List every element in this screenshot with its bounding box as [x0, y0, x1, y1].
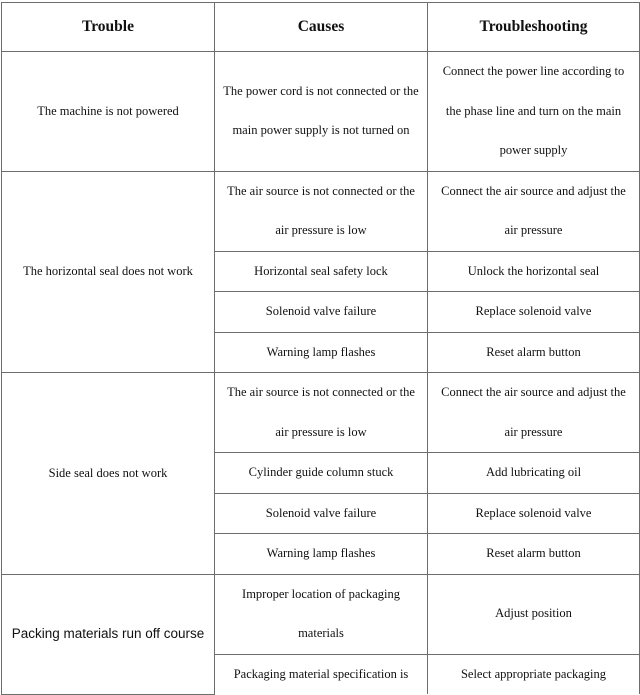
table-row: [2, 574, 640, 654]
fix-cell: Replace solenoid valve: [428, 292, 640, 333]
fix-cell: Reset alarm button: [428, 332, 640, 373]
fix-cell: Unlock the horizontal seal: [428, 251, 640, 292]
cause-cell: Horizontal seal safety lock: [215, 251, 428, 292]
fix-cell: Connect the air source and adjust the air pressure: [428, 171, 640, 251]
fix-cell: Connect the air source and adjust the air pressure: [428, 373, 640, 453]
trouble-cell: Packing materials run off course: [2, 574, 215, 694]
fix-cell: Reset alarm button: [428, 534, 640, 575]
trouble-cell: The horizontal seal does not work: [2, 171, 215, 373]
header-row: [2, 3, 640, 52]
cause-cell: The air source is not connected or the air pressure is low: [215, 373, 428, 453]
table-row: [2, 171, 640, 251]
cause-cell: The power cord is not connected or the main power supply is not turned on: [215, 52, 428, 172]
cause-cell: Packaging material specification is: [215, 654, 428, 694]
table-row: [2, 52, 640, 172]
trouble-cell: The machine is not powered: [2, 52, 215, 172]
cause-cell: The air source is not connected or the air pressure is low: [215, 171, 428, 251]
cause-cell: Cylinder guide column stuck: [215, 453, 428, 494]
trouble-cell: Side seal does not work: [2, 373, 215, 575]
cause-cell: Warning lamp flashes: [215, 332, 428, 373]
troubleshooting-table: [1, 2, 640, 695]
cause-cell: Solenoid valve failure: [215, 493, 428, 534]
cause-cell: Solenoid valve failure: [215, 292, 428, 333]
cause-cell: Warning lamp flashes: [215, 534, 428, 575]
cause-cell: Improper location of packaging materials: [215, 574, 428, 654]
fix-cell: Connect the power line according to the phase line and turn on the main power supply: [428, 52, 640, 172]
header-troubleshooting: Troubleshooting: [428, 3, 640, 52]
fix-cell: Add lubricating oil: [428, 453, 640, 494]
fix-cell: Select appropriate packaging: [428, 654, 640, 694]
table-row: [2, 373, 640, 453]
fix-cell: Adjust position: [428, 574, 640, 654]
header-causes: Causes: [215, 3, 428, 52]
fix-cell: Replace solenoid valve: [428, 493, 640, 534]
header-trouble: Trouble: [2, 3, 215, 52]
